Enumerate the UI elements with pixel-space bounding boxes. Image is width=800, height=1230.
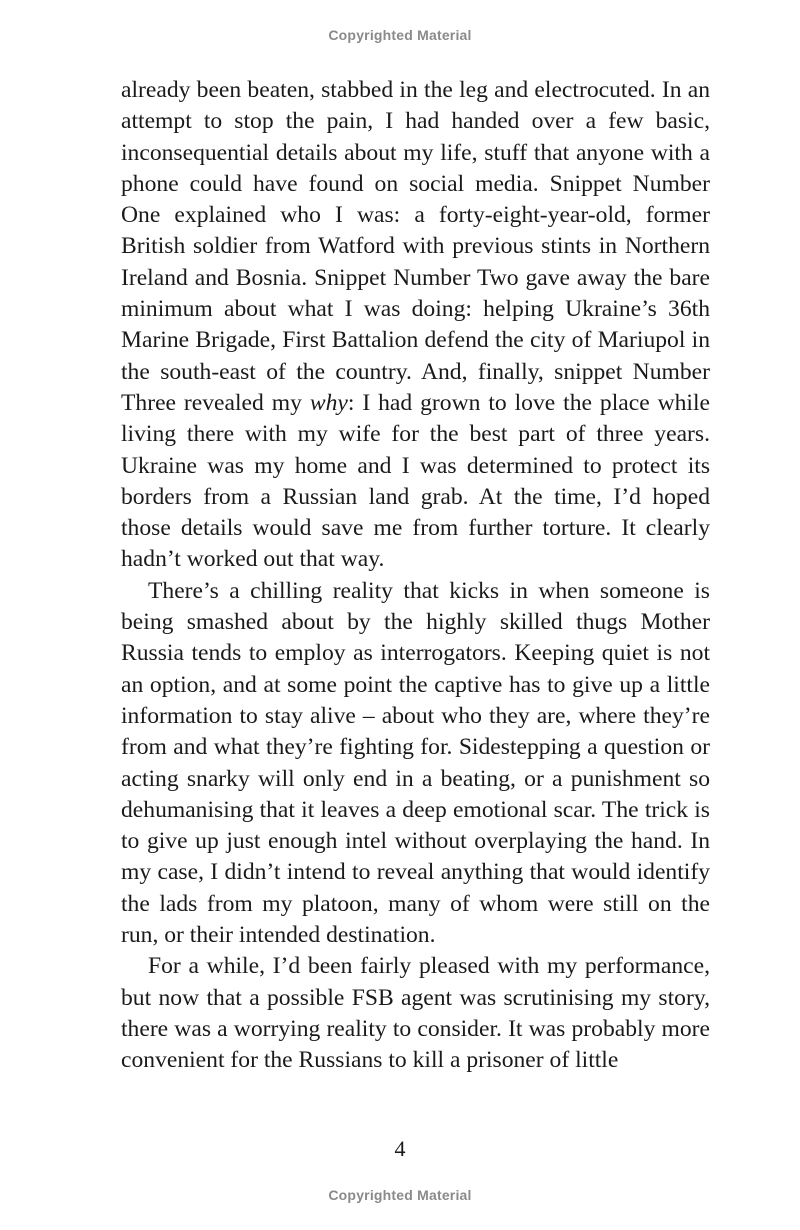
paragraph-1-text-before: already been beaten, stabbed in the leg and electrocuted. In an attempt to stop the pain, I had handed over a few basic, inconsequential details about my life, stuff that anyone with a phone could have found on social media. Snippet Number One explained who I was: a forty-eight-year-old, former British soldier from Watford with previous stints in Northern Ireland and Bosnia. Snippet Number Two gave away the bare minimum about what I was doing: helping Ukraine’s 36th Marine Brigade, First Battalion defend the city of Mariupol in the south-east of the country. And, finally, snippet Number Three revealed my (121, 77, 710, 416)
copyright-header: Copyrighted Material (328, 27, 472, 43)
page-body (121, 75, 710, 1077)
paragraph-1 (121, 75, 710, 576)
paragraph-3: For a while, I’d been fairly pleased with my performance, but now that a possible FSB agent was scrutinising my story, there was a worrying reality to consider. It was probably more convenient for the Russians to kill a prisoner of little (121, 953, 710, 1074)
paragraph-2: There’s a chilling reality that kicks in when someone is being smashed about by the highly skilled thugs Mother Russia tends to employ as interrogators. Keeping quiet is not an option, and at some point the captive has to give up a little information to stay alive – about who they are, where they’re from and what they’re fighting for. Sidestepping a question or acting snarky will only end in a beating, or a punishment so dehumanising that it leaves a deep emotional scar. The trick is to give up just enough intel without overplaying the hand. In my case, I didn’t intend to reveal anything that would identify the lads from my platoon, many of whom were still on the run, or their intended destination. (121, 577, 710, 949)
copyright-footer: Copyrighted Material (328, 1187, 472, 1203)
paragraph-1-emphasis: why (309, 389, 348, 416)
page-number: 4 (394, 1136, 406, 1161)
paragraph-1-text-after: : I had grown to love the place while living there with my wife for the best part of three years. Ukraine was my home and I was determined to protect its borders from a Russian land grab. At the time, I’d hoped those details would save me from further torture. It clearly hadn’t worked out that way. (121, 389, 711, 573)
